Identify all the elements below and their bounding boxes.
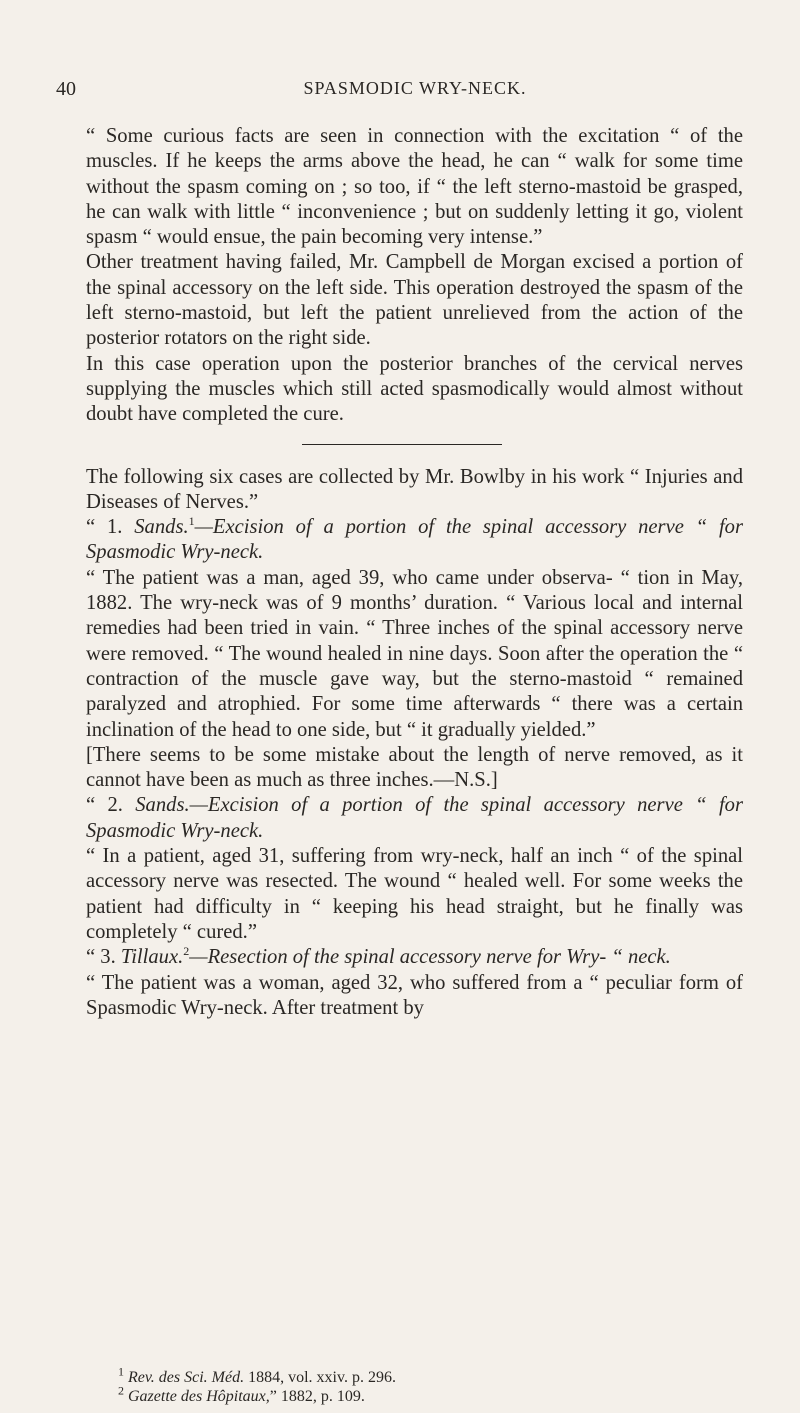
footnote xyxy=(118,1383,738,1406)
running-title: SPASMODIC WRY-NECK. xyxy=(303,78,527,98)
paragraph: The following six cases are collected by Mr. Bowlby in his work “ Injuries and Diseases of Nerves.” xyxy=(86,465,743,513)
footnote-text: ” 1882, p. 109. xyxy=(269,1388,365,1405)
case-number: “ 2. xyxy=(86,794,123,817)
case-title: —Resection of the spinal accessory nerve for Wry- “ neck. xyxy=(189,946,671,969)
case-heading xyxy=(60,793,743,844)
section-divider xyxy=(302,444,502,445)
footnote-mark: 2 xyxy=(183,944,190,959)
case-title: —Excision of a portion of the spinal accessory nerve “ for Spasmodic Wry-neck. xyxy=(86,794,743,842)
body-text xyxy=(60,124,743,1021)
page-header xyxy=(0,78,800,108)
case-heading xyxy=(60,945,743,970)
case-body: “ In a patient, aged 31, suffering from wry-neck, half an inch “ of the spinal accessory nerve was resected. The wound “ healed well. For some weeks the patient had difficulty in “ keeping his head straight, but he finally was completely “ cured.” xyxy=(86,845,743,943)
footnote-mark: 1 xyxy=(188,514,195,529)
case-body: “ The patient was a man, aged 39, who came under observa- “ tion in May, 1882. The wry-neck was of 9 months’ duration. “ Various local and internal remedies had been tried in vain. “ Three inches of the spinal accessory nerve were removed. “ The wound healed in nine days. Soon after the operation the “ contraction of the muscle gave way, but the sterno-mastoid “ remained paralyzed and atrophied. For some time afterwards “ there was a certain inclination of the head to one side, but “ it gradually yielded.” xyxy=(86,566,743,741)
case-author: Sands. xyxy=(135,794,190,817)
case-number: “ 3. xyxy=(86,946,116,969)
page-number: 40 xyxy=(56,78,76,100)
editor-note: [There seems to be some mistake about the length of nerve removed, as it cannot have been as much as three inches.—N.S.] xyxy=(86,743,743,792)
footnote-number: 1 xyxy=(118,1364,124,1379)
paragraph: Other treatment having failed, Mr. Campbell de Morgan excised a portion of the spinal accessory on the left side. This operation destroyed the spasm of the left sterno-mastoid, but left the patient unrelieved from the action of the posterior rotators on the right side. xyxy=(86,251,743,350)
footnotes xyxy=(118,1364,738,1406)
footnote-number: 2 xyxy=(118,1383,124,1398)
case-title: —Excision of a portion of the spinal accessory nerve “ for Spasmodic Wry-neck. xyxy=(86,516,743,564)
case-author: Sands. xyxy=(134,516,189,539)
case-number: “ 1. xyxy=(86,516,123,539)
paragraph: In this case operation upon the posterior branches of the cervical nerves supplying the muscles which still acted spasmodically would almost without doubt have completed the cure. xyxy=(86,352,743,426)
footnote xyxy=(118,1364,738,1387)
footnote-text: 1884, vol. xxiv. p. 296. xyxy=(244,1369,396,1386)
footnote-source: Gazette des Hôpitaux, xyxy=(128,1388,270,1405)
case-author: Tillaux. xyxy=(120,946,184,969)
footnote-source: Rev. des Sci. Méd. xyxy=(128,1369,245,1386)
paragraph: “ Some curious facts are seen in connection with the excitation “ of the muscles. If he keeps the arms above the head, he can “ walk for some time without the spasm coming on ; so too, if “ the left sterno-mastoid be grasped, he can walk with little “ inconvenience ; but on suddenly letting it go, violent spasm “ would ensue, the pain becoming very intense.” xyxy=(86,125,743,249)
case-body: “ The patient was a woman, aged 32, who suffered from a “ peculiar form of Spasmodic Wry-neck. After treatment by xyxy=(86,971,743,1019)
case-heading xyxy=(60,515,743,566)
